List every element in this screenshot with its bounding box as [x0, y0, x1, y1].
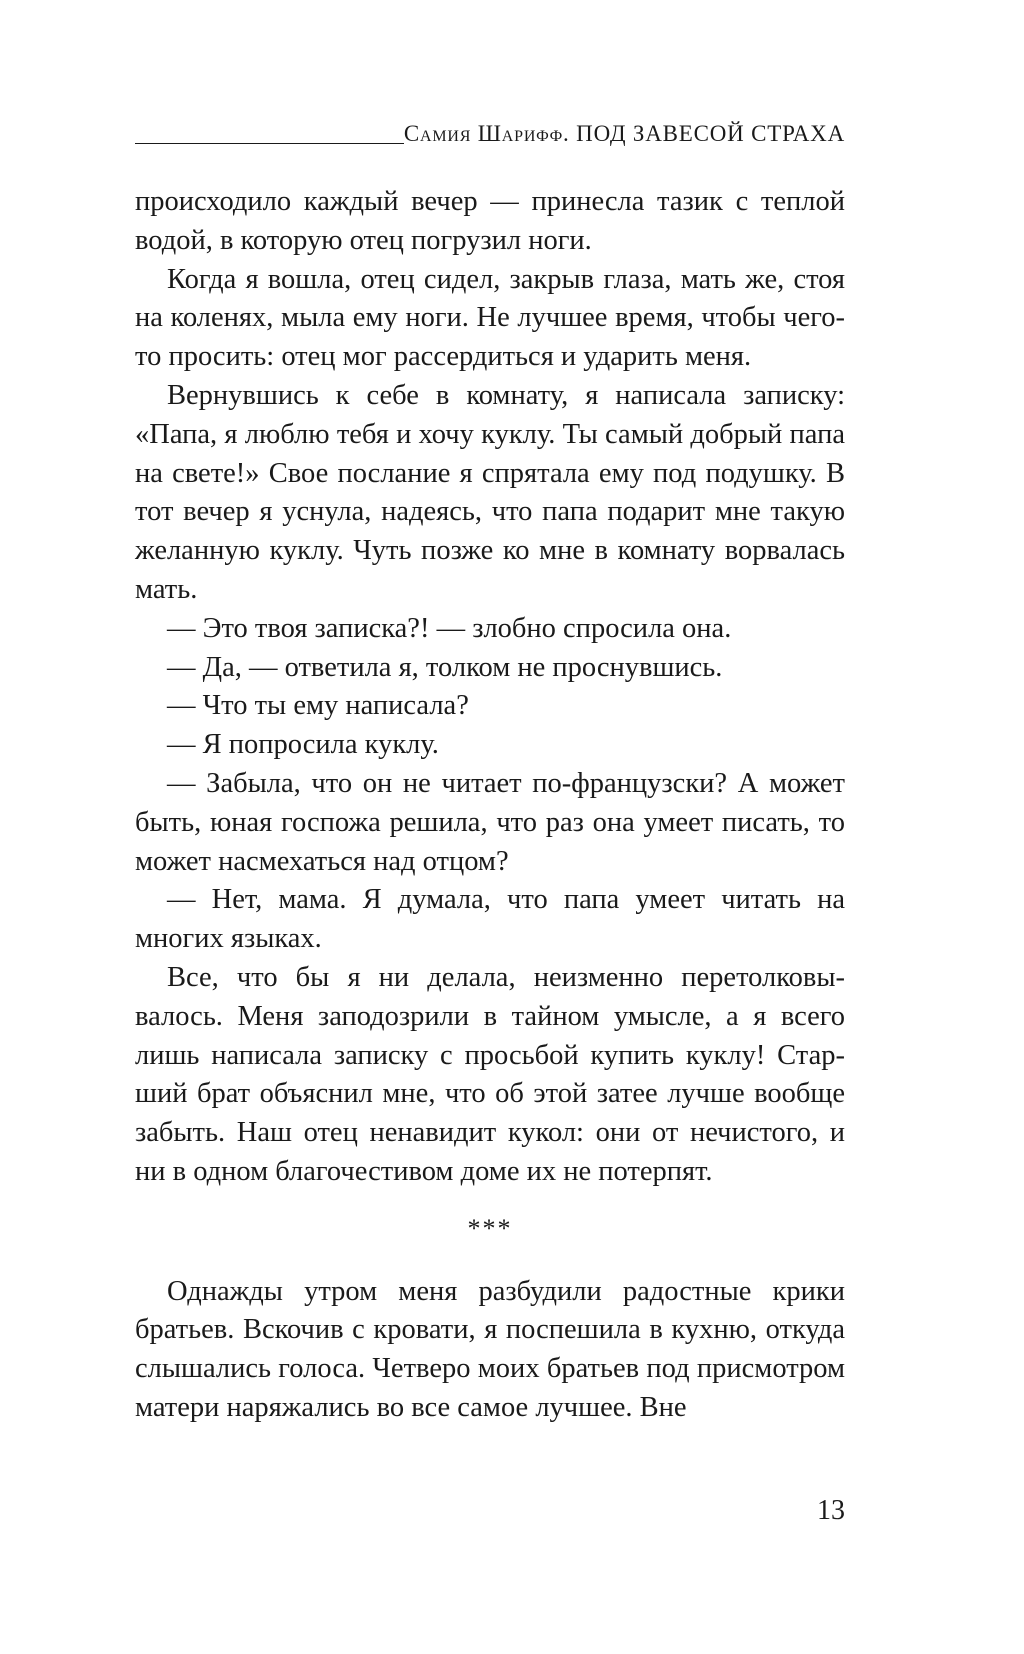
paragraph: Все, что бы я ни делала, неизменно перетолковывалось. Меня заподозрили в тайном умысле, а я всего лишь написала записку с просьбой купить куклу! Старший брат объяснил мне, что об этой затее лучше вообще забыть. Наш отец ненавидит кукол: они от нечистого, и ни в одном благочестивом доме их не потерпят.: [135, 961, 845, 1187]
paragraph: Вернувшись к себе в комнату, я написала записку: «Папа, я люблю тебя и хочу куклу. Ты самый добрый папа на свете!» Свое послание я спрятала ему под подушку. В тот вечер я уснула, надеясь, что папа подарит мне такую желанную куклу. Чуть позже ко мне в комнату ворвалась мать.: [135, 379, 845, 605]
page-number: 13: [817, 1495, 845, 1526]
paragraph: Однажды утром меня разбудили радостные крики братьев. Вскочив с кровати, я поспешила в кухню, откуда слышались голоса. Четверо моих братьев под присмотром матери наряжались во все самое лучшее. Вне: [135, 1275, 845, 1423]
dialogue-line: — Забыла, что он не читает по-французски? А может быть, юная госпожа решила, что раз она умеет писать, то может насмехаться над отцом?: [135, 767, 845, 877]
dialogue-line: — Что ты ему написала?: [167, 690, 469, 722]
header-title: ПОД ЗАВЕСОЙ СТРАХА: [576, 121, 845, 146]
running-head-text: [404, 120, 845, 148]
header-rule: [135, 143, 404, 144]
dialogue-line: — Я попросила куклу.: [167, 729, 439, 761]
section-separator: ***: [467, 1213, 513, 1243]
running-head: [135, 118, 845, 148]
dialogue-line: — Да, — ответила я, толком не проснувшись.: [167, 651, 723, 683]
dialogue-line: — Это твоя записка?! — злобно спросила она.: [167, 612, 732, 644]
paragraph: Когда я вошла, отец сидел, закрыв глаза, мать же, стоя на коленях, мыла ему ноги. Не лучшее время, чтобы чего-то просить: отец мог рассердиться и ударить меня.: [135, 263, 845, 373]
header-author: Самия Шарифф.: [403, 121, 570, 146]
body-text: [135, 183, 845, 1428]
paragraph: происходило каждый вечер — принесла тазик с теплой водой, в которую отец погрузил ноги.: [135, 186, 845, 256]
dialogue-line: — Нет, мама. Я думала, что папа умеет читать на многих языках.: [135, 884, 845, 955]
